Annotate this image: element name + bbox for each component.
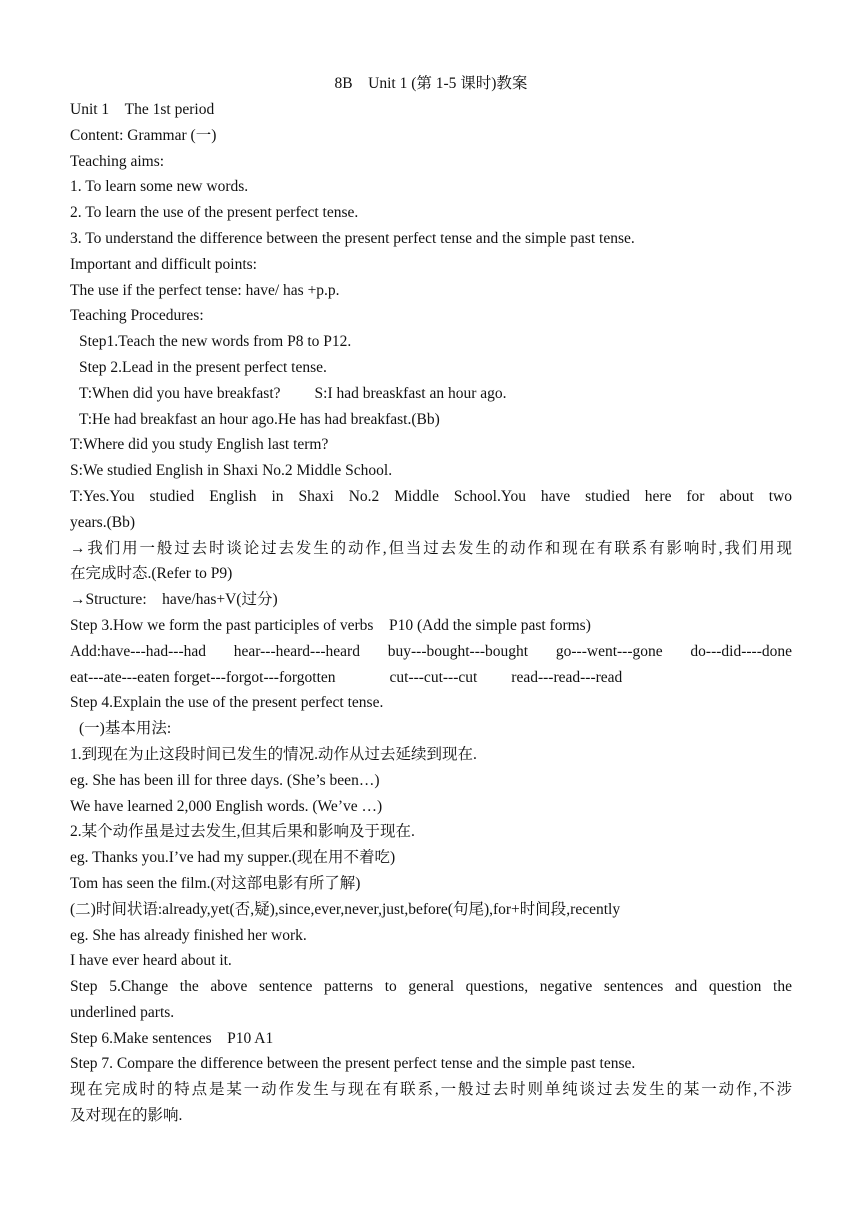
usage-1: 1.到现在为止这段时间已发生的情况.动作从过去延续到现在. <box>70 745 477 763</box>
dialogue-line-5: T:Yes.You studied English in Shaxi No.2 Middle School.You have studied here for about two <box>70 487 792 505</box>
usage-1-example-2: We have learned 2,000 English words. (We’ve …) <box>70 797 383 815</box>
teaching-aims-heading: Teaching aims: <box>70 152 165 170</box>
usage-2-example-1: eg. Thanks you.I’ve had my supper.(现在用不着吃) <box>70 849 396 867</box>
verb-forms-line-1: Add:have---had---had hear---heard---heard buy---bought---bought go---went---gone do---did----done <box>70 642 792 660</box>
dialogue-line-1 <box>70 381 792 407</box>
unit-period-line: Unit 1 The 1st period <box>70 101 215 118</box>
structure-line: →Structure: have/has+V(过分) <box>70 591 278 609</box>
dialogue-line-5-cont: years.(Bb) <box>70 513 135 531</box>
step-6: Step 6.Make sentences P10 A1 <box>70 1029 274 1047</box>
step-5-cont: underlined parts. <box>70 1003 175 1021</box>
usage-heading: (一)基本用法: <box>79 720 172 738</box>
verb-forms-group-b: cut---cut---cut <box>389 668 478 686</box>
usage-2: 2.某个动作虽是过去发生,但其后果和影响及于现在. <box>70 823 415 841</box>
procedures-heading: Teaching Procedures: <box>70 307 204 325</box>
lesson-plan-page <box>70 71 792 1129</box>
comparison-note-cont: 及对现在的影响. <box>70 1107 183 1125</box>
usage-2-example-2: Tom has seen the film.(对这部电影有所了解) <box>70 874 361 892</box>
key-points-text: The use if the perfect tense: have/ has +p.p. <box>70 281 340 299</box>
adverbial-example-1: eg. She has already finished her work. <box>70 926 307 944</box>
key-points-heading: Important and difficult points: <box>70 255 257 273</box>
dialogue-line-3: T:Where did you study English last term? <box>70 436 329 454</box>
student-answer: S:I had breaskfast an hour ago. <box>314 384 507 402</box>
step-7: Step 7. Compare the difference between the present perfect tense and the simple past tense. <box>70 1055 636 1073</box>
explanation-line: →我们用一般过去时谈论过去发生的动作,但当过去发生的动作和现在有联系有影响时,我们用现 <box>70 539 792 557</box>
verb-forms-line-2 <box>70 665 792 691</box>
aim-3: 3. To understand the difference between the present perfect tense and the simple past tense. <box>70 229 635 247</box>
step-5: Step 5.Change the above sentence patterns to general questions, negative sentences and question the <box>70 978 792 996</box>
comparison-note: 现在完成时的特点是某一动作发生与现在有联系,一般过去时则单纯谈过去发生的某一动作,不涉 <box>70 1081 792 1099</box>
adverbial-example-2: I have ever heard about it. <box>70 952 232 970</box>
step-3: Step 3.How we form the past participles of verbs P10 (Add the simple past forms) <box>70 616 591 634</box>
usage-1-example-1: eg. She has been ill for three days. (She’s been…) <box>70 771 380 789</box>
teacher-question: T:When did you have breakfast? <box>79 384 281 402</box>
dialogue-line-2: T:He had breakfast an hour ago.He has had breakfast.(Bb) <box>79 410 440 428</box>
aim-1: 1. To learn some new words. <box>70 178 249 196</box>
verb-forms-group-c: read---read---read <box>511 668 623 686</box>
step-1: Step1.Teach the new words from P8 to P12. <box>79 333 352 351</box>
dialogue-line-4: S:We studied English in Shaxi No.2 Middle School. <box>70 462 393 480</box>
page-title: 8B Unit 1 (第 1-5 课时)教案 <box>334 75 528 92</box>
explanation-line-cont: 在完成时态.(Refer to P9) <box>70 565 233 583</box>
step-4: Step 4.Explain the use of the present perfect tense. <box>70 694 384 712</box>
verb-forms-group-a: eat---ate---eaten forget---forgot---forgotten <box>70 668 336 686</box>
content-line: Content: Grammar (一) <box>70 126 217 144</box>
time-adverbials: (二)时间状语:already,yet(否,疑),since,ever,never,just,before(句尾),for+时间段,recently <box>70 900 621 918</box>
aim-2: 2. To learn the use of the present perfect tense. <box>70 204 359 222</box>
step-2: Step 2.Lead in the present perfect tense. <box>79 358 327 376</box>
